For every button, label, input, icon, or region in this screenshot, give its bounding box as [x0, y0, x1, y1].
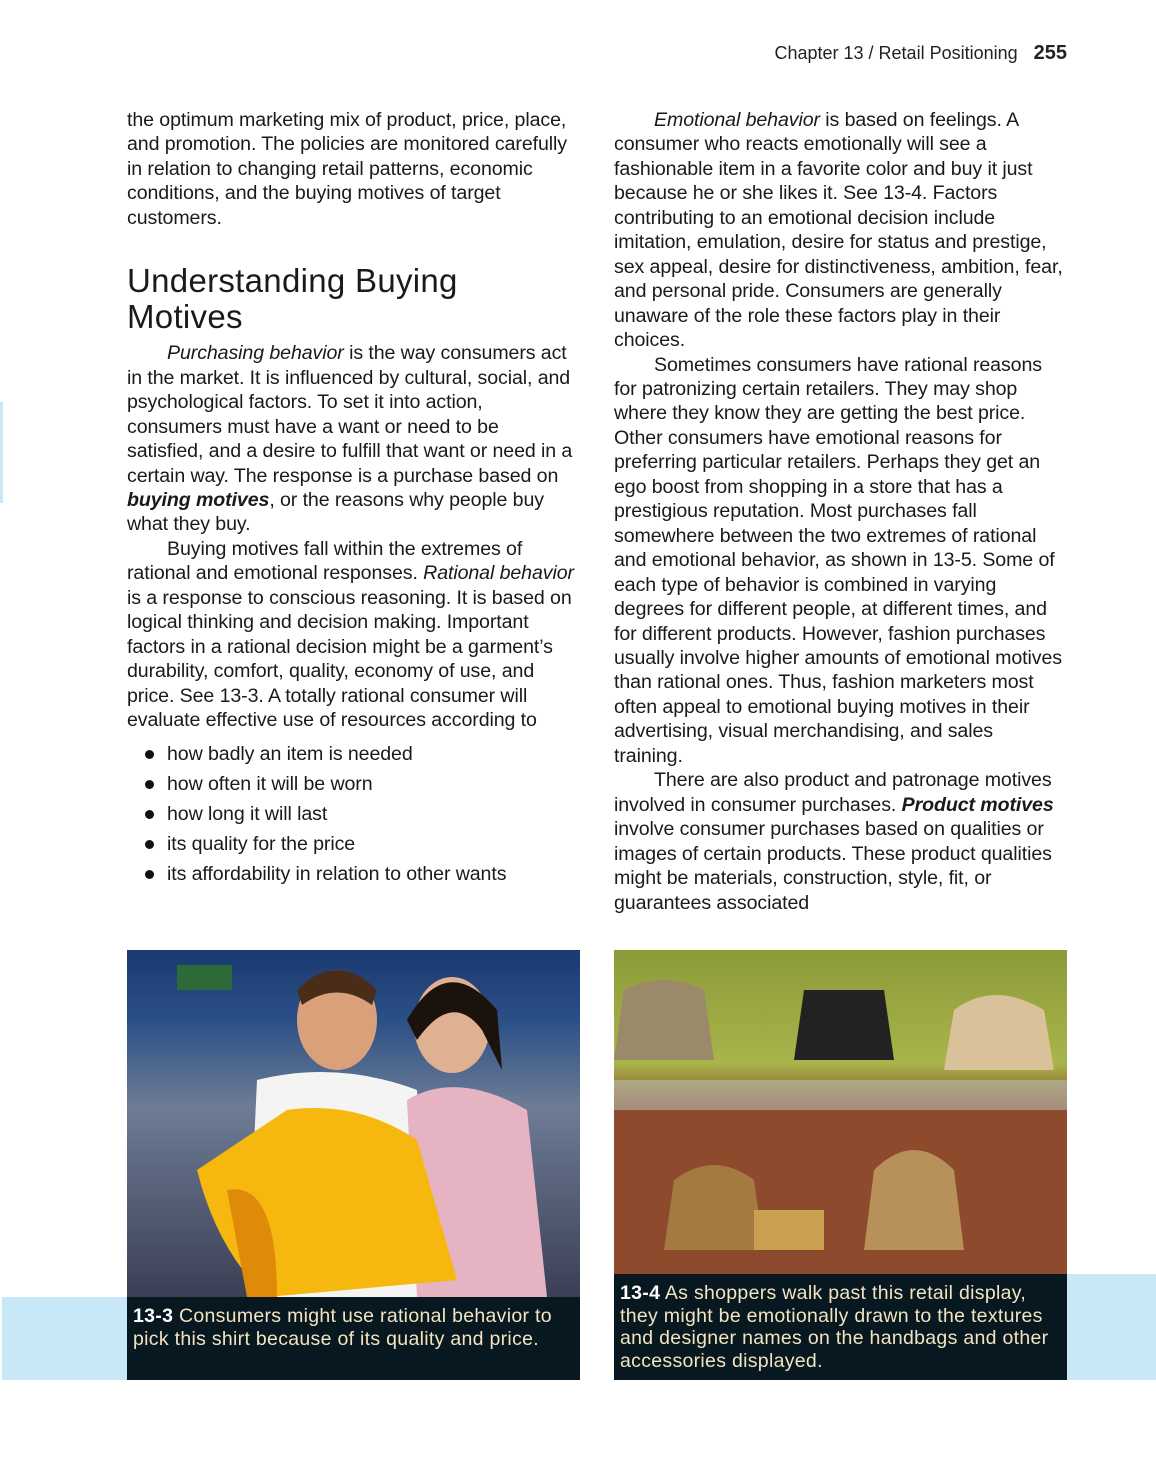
- text: is a response to conscious reasoning. It is based on logical thinking and decision making. Important factors in a rational decision might be a garment’s durability, comfort, quality, economy of use, and price. See 13-3. A totally rational consumer will evaluate effective use of resources according to: [127, 586, 572, 732]
- left-column: [127, 108, 579, 890]
- key-term: buying motives: [127, 488, 270, 511]
- photo-handbags-illustration: [614, 950, 1067, 1274]
- caption-band-right: [1060, 1274, 1156, 1380]
- caption-text: Consumers might use rational behavior to pick this shirt because of its quality and price.: [133, 1305, 552, 1350]
- key-term: Product motives: [901, 793, 1054, 816]
- text: involve consumer purchases based on qualities or images of certain products. These product qualities might be materials, construction, style, fit, or guarantees associated: [614, 818, 1052, 914]
- list-item: how long it will last: [127, 799, 579, 829]
- section-heading: Understanding Buying Motives: [127, 262, 458, 336]
- list-item: its affordability in relation to other wants: [127, 859, 579, 889]
- paragraph: the optimum marketing mix of product, price, place, and promotion. The policies are monitored carefully in relation to changing retail patterns, economic conditions, and the buying motives of target customers.: [127, 109, 567, 229]
- paragraph: [614, 768, 1066, 915]
- list-item: how often it will be worn: [127, 769, 579, 799]
- term-italic: Emotional behavior: [654, 109, 820, 131]
- photo-handbag-display: [614, 950, 1067, 1274]
- bullet-list: [127, 739, 579, 890]
- caption-text: As shoppers walk past this retail display, they might be emotionally drawn to the textures and designer names on the handbags and other accessories displayed.: [620, 1282, 1049, 1372]
- list-item: how badly an item is needed: [127, 739, 579, 769]
- term-italic: Purchasing behavior: [167, 342, 344, 365]
- term-italic: Rational behavior: [423, 562, 574, 585]
- text: There are also product and patronage motives involved in consumer purchases.: [614, 769, 1052, 816]
- page-number: 255: [1033, 42, 1067, 64]
- running-title: Chapter 13 / Retail Positioning: [774, 43, 1018, 63]
- list-item: its quality for the price: [127, 829, 579, 859]
- paragraph: [127, 341, 579, 537]
- figure-caption-13-4: [614, 1274, 1067, 1380]
- photo-shoppers-illustration: [127, 950, 580, 1297]
- caption-band-left: [2, 1297, 132, 1380]
- text: , or the reasons why people buy what they buy.: [127, 488, 544, 536]
- margin-accent-bar: [0, 402, 3, 503]
- paragraph: [127, 537, 579, 733]
- paragraph: Sometimes consumers have rational reasons for patronizing certain retailers. They may shop where they know they are getting the best price. Other consumers have emotional reasons for preferring particular retailers. Perhaps they get an ego boost from shopping in a store that has a prestigious reputation. Most purchases fall somewhere between the two extremes of rational and emotional behavior, as shown in 13-5. Some of each type of behavior is combined in varying degrees for different people, at different times, and for different products. However, fashion purchases usually involve higher amounts of emotional motives than rational ones. Thus, fashion marketers most often appeal to emotional buying motives in their advertising, visual merchandising, and sales training.: [614, 353, 1062, 767]
- right-column: [614, 108, 1066, 915]
- running-header: [774, 42, 1067, 65]
- text: is the way consumers act in the market. It is influenced by cultural, social, and psychological factors. To set it into action, consumers must have a want or need to be satisfied, and a desire to fulfill that want or need in a certain way. The response is a purchase based on: [127, 342, 573, 487]
- text: Buying motives fall within the extremes of rational and emotional responses.: [127, 537, 523, 585]
- figure-label: 13-4: [620, 1282, 661, 1304]
- text: is based on feelings. A consumer who reacts emotionally will see a fashionable item in a favorite color and buy it just because he or she likes it. See 13-4. Factors contributing to an emotional decision include imitation, emulation, desire for status and prestige, sex appeal, desire for distinctiveness, ambition, fear, and personal pride. Consumers are generally unaware of the role these factors play in their choices.: [614, 109, 1063, 352]
- photo-shoppers-shirt: [127, 950, 580, 1297]
- paragraph: [614, 108, 1066, 353]
- figure-label: 13-3: [133, 1305, 174, 1327]
- figure-caption-13-3: [127, 1297, 580, 1380]
